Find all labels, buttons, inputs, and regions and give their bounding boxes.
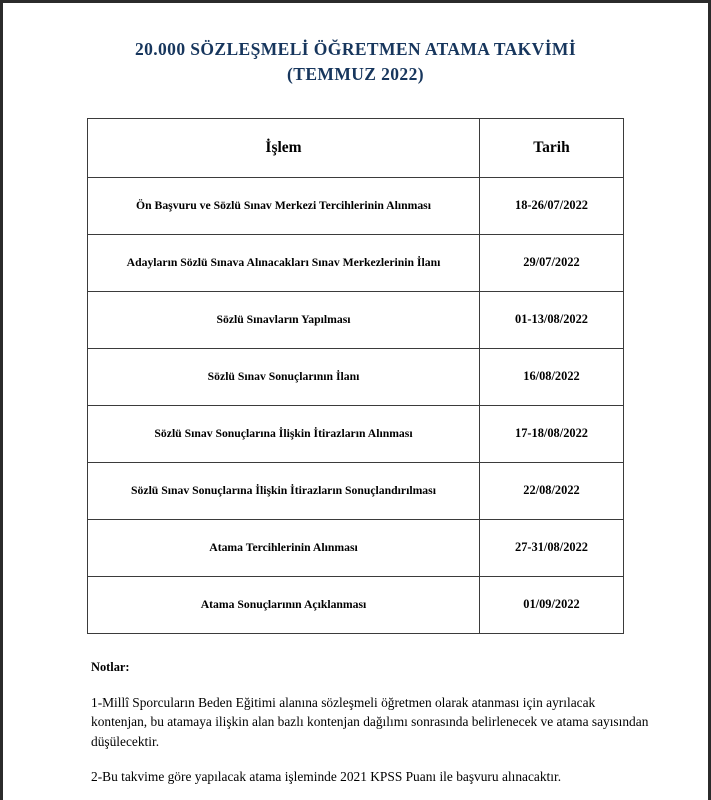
schedule-table [87,118,624,634]
notes-section [91,660,651,787]
page-title [43,37,668,88]
table-row [88,405,624,462]
table-row [88,519,624,576]
task-cell: Sözlü Sınav Sonuçlarının İlanı [88,348,480,405]
table-row [88,291,624,348]
table-header-row [88,118,624,177]
table-row [88,462,624,519]
task-cell: Sözlü Sınavların Yapılması [88,291,480,348]
table-row [88,234,624,291]
title-line-1: 20.000 SÖZLEŞMELİ ÖĞRETMEN ATAMA TAKVİMİ [134,39,577,59]
date-cell: 22/08/2022 [480,462,624,519]
table-row [88,576,624,633]
date-cell: 29/07/2022 [480,234,624,291]
task-cell: Atama Tercihlerinin Alınması [88,519,480,576]
date-cell: 01/09/2022 [480,576,624,633]
column-header-task: İşlem [88,118,480,177]
note-item: 2-Bu takvime göre yapılacak atama işleminde 2021 KPSS Puanı ile başvuru alınacaktır. [91,769,562,785]
notes-heading: Notlar: [91,659,130,674]
date-cell: 27-31/08/2022 [480,519,624,576]
task-cell: Ön Başvuru ve Sözlü Sınav Merkezi Tercihlerinin Alınması [88,177,480,234]
task-cell: Sözlü Sınav Sonuçlarına İlişkin İtirazların Alınması [88,405,480,462]
date-cell: 16/08/2022 [480,348,624,405]
task-cell: Atama Sonuçlarının Açıklanması [88,576,480,633]
date-cell: 17-18/08/2022 [480,405,624,462]
date-cell: 18-26/07/2022 [480,177,624,234]
document-content [3,3,708,800]
date-cell: 01-13/08/2022 [480,291,624,348]
task-cell: Adayların Sözlü Sınava Alınacakları Sınav Merkezlerinin İlanı [88,234,480,291]
task-cell: Sözlü Sınav Sonuçlarına İlişkin İtirazların Sonuçlandırılması [88,462,480,519]
column-header-date: Tarih [480,118,624,177]
note-item: 1-Millî Sporcuların Beden Eğitimi alanına sözleşmeli öğretmen olarak atanması için ayrılacak kontenjan, bu atamaya ilişkin alan bazlı kontenjan dağılımı sonrasında belirlenecek ve atama sayısından düşülecektir. [91,694,649,749]
title-line-2: (TEMMUZ 2022) [287,64,424,85]
table-row [88,177,624,234]
table-row [88,348,624,405]
